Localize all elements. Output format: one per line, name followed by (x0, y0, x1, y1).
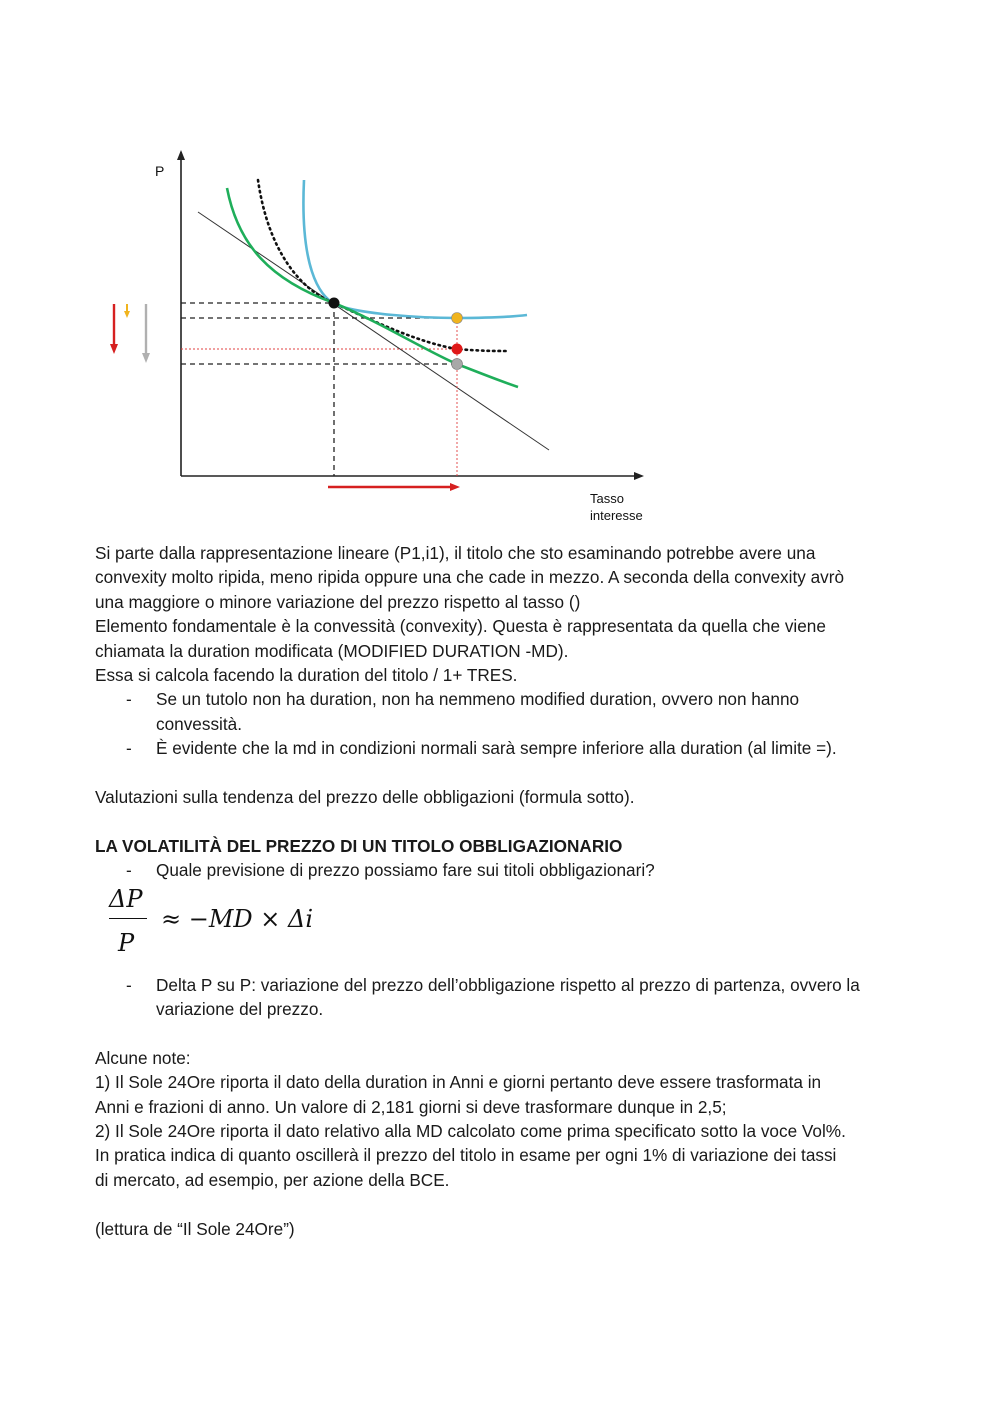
element-line-2: chiamata la duration modificata (MODIFIED DURATION -MD). (95, 640, 569, 661)
delta-note-line-1: Delta P su P: variazione del prezzo dell’obbligazione rispetto al prezzo di partenza, ovvero la (156, 974, 860, 995)
question-line: Quale previsione di prezzo possiamo fare sui titoli obbligazionari? (156, 860, 655, 881)
bullet-item-2 (95, 736, 915, 760)
x-axis-label-line2: interesse (590, 508, 643, 523)
formula-denominator: P (118, 928, 135, 957)
bullet-dash: - (126, 689, 132, 710)
red-point (452, 344, 463, 355)
price-yield-convexity-diagram (0, 0, 700, 530)
intro-line-2: convexity molto ripida, meno ripida oppure una che cade in mezzo. A seconda della convexity avrò (95, 567, 845, 588)
formula-numerator: ΔP (109, 884, 143, 913)
green-convex-curve (227, 188, 518, 387)
note-2-line-3: di mercato, ad esempio, per azione della BCE. (95, 1169, 450, 1190)
bullet-1-line-1: Se un tutolo non ha duration, non ha nemmeno modified duration, ovvero non hanno (156, 689, 800, 710)
bullet-dash: - (126, 974, 132, 995)
notes-title: Alcune note: (95, 1047, 191, 1068)
note-2-line-2: In pratica indica di quanto oscillerà il prezzo del titolo in esame per ogni 1% di variazione dei tassi (95, 1145, 837, 1166)
valuation-line: Valutazioni sulla tendenza del prezzo delle obbligazioni (formula sotto). (95, 787, 635, 808)
gray-point (452, 359, 463, 370)
bullet-2-line: È evidente che la md in condizioni normali sarà sempre inferiore alla duration (al limite =). (156, 738, 837, 759)
intro-line-1: Si parte dalla rappresentazione lineare (P1,i1), il titolo che sto esaminando potrebbe avere una (95, 543, 816, 563)
start-point (329, 298, 340, 309)
red-down-arrow-icon (110, 344, 118, 354)
reading-line: (lettura de “Il Sole 24Ore”) (95, 1218, 295, 1239)
gray-down-arrow-icon (142, 353, 150, 363)
bullet-dash: - (126, 738, 132, 759)
blue-convex-curve (303, 180, 527, 318)
x-axis-label-line1: Tasso (590, 491, 624, 506)
x-axis-arrow-icon (634, 472, 644, 480)
bullet-item-1 (95, 687, 915, 736)
bullet-dash: - (126, 860, 132, 881)
delta-note-item (95, 973, 915, 1022)
note-1-line-2: Anni e frazioni di anno. Un valore di 2,181 giorni si deve trasformare dunque in 2,5; (95, 1096, 727, 1117)
calc-line: Essa si calcola facendo la duration del titolo / 1+ TRES. (95, 665, 518, 686)
question-item (95, 858, 915, 882)
orange-down-arrow-icon (124, 311, 130, 318)
formula-fraction-bar (109, 918, 147, 920)
formula-rhs: ≈ −MD × Δi (161, 904, 314, 933)
element-line-1: Elemento fondamentale è la convessità (convexity). Questa è rappresentata da quella che viene (95, 616, 826, 637)
y-axis-label: P (155, 163, 165, 179)
bullet-1-line-2: convessità. (156, 713, 242, 734)
orange-point (452, 313, 463, 324)
y-axis-arrow-icon (177, 150, 185, 160)
note-1-line-1: 1) Il Sole 24Ore riporta il dato della duration in Anni e giorni pertanto deve essere trasformata in (95, 1072, 822, 1093)
intro-line-3: una maggiore o minore variazione del prezzo rispetto al tasso () (95, 591, 581, 612)
document-body (95, 541, 915, 1241)
note-2-line-1: 2) Il Sole 24Ore riporta il dato relativo alla MD calcolato come prima specificato sotto la voce Vol%. (95, 1121, 846, 1142)
section-heading: LA VOLATILITÀ DEL PREZZO DI UN TITOLO OBBLIGAZIONARIO (95, 835, 623, 856)
md-formula (109, 884, 915, 965)
red-right-arrow-icon (450, 483, 460, 491)
delta-note-line-2: variazione del prezzo. (156, 999, 324, 1020)
